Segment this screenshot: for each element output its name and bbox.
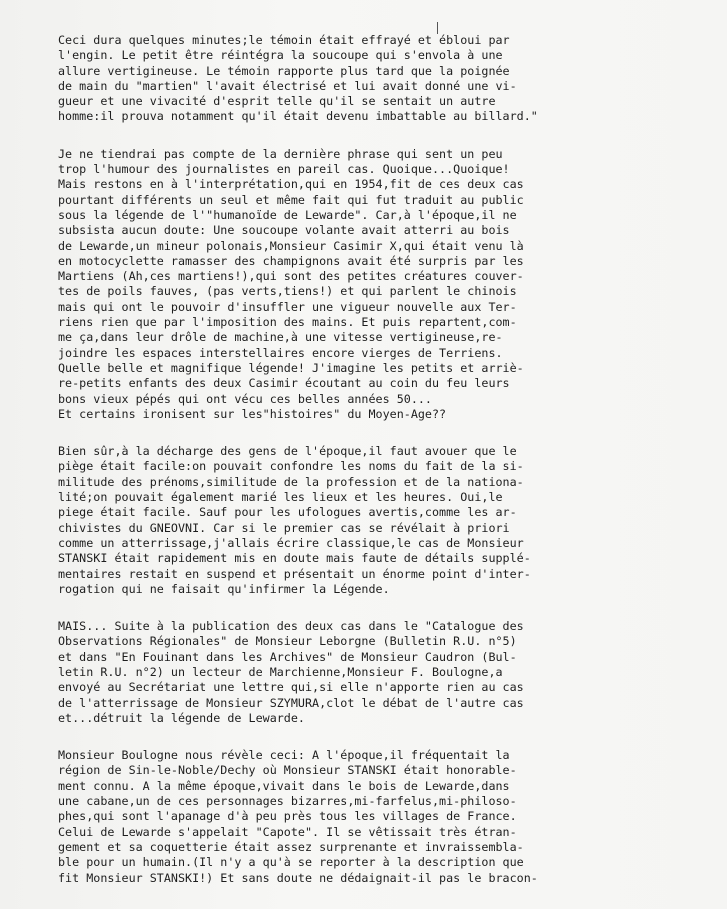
text-line: militude des prénoms,similitude de la profession et de la nationa-	[58, 474, 524, 489]
paragraph-5	[58, 748, 710, 886]
text-line: chivistes du GNEOVNI. Car si le premier cas se révélait à priori	[58, 520, 510, 535]
text-line: de Lewarde,un mineur polonais,Monsieur Casimir X,qui était venu là	[58, 238, 524, 253]
text-line: de l'atterrissage de Monsieur SZYMURA,clot le débat de l'autre cas	[58, 695, 524, 710]
text-line: sous la légende de l'"humanoïde de Lewarde". Car,à l'époque,il ne	[58, 207, 517, 222]
text-line: et...détruit la légende de Lewarde.	[58, 710, 305, 725]
document-body	[58, 33, 710, 886]
text-line: rogation qui ne faisait qu'infirmer la Légende.	[58, 581, 390, 596]
text-line: l'engin. Le petit être réintégra la soucoupe qui s'envola à une	[58, 48, 503, 63]
paragraph-1	[58, 33, 710, 125]
text-line: subsista aucun doute: Une soucoupe volante avait atterri au bois	[58, 223, 510, 238]
text-line: piege était facile. Sauf pour les ufologues avertis,comme les ar-	[58, 505, 517, 520]
text-line: gement et sa coquetterie était assez surprenante et invraissembla-	[58, 839, 524, 854]
text-line: Martiens (Ah,ces martiens!),qui sont des petites créatures couver-	[58, 269, 524, 284]
text-line: ment connu. A la même époque,vivait dans le bois de Lewarde,dans	[58, 778, 510, 793]
text-line: allure vertigineuse. Le témoin rapporte plus tard que la poignée	[58, 63, 510, 78]
text-line: phes,qui sont l'apanage d'à peu près tous les villages de France.	[58, 809, 517, 824]
text-line: trop l'humour des journalistes en pareil cas. Quoique...Quoique!	[58, 162, 510, 177]
text-line: Observations Régionales" de Monsieur Leborgne (Bulletin R.U. n°5)	[58, 634, 517, 649]
text-line: et dans "En Fouinant dans les Archives" de Monsieur Caudron (Bul-	[58, 649, 517, 664]
paragraph-4	[58, 619, 710, 726]
text-line: Ceci dura quelques minutes;le témoin était effrayé et ébloui par	[58, 33, 510, 47]
text-line: mais qui ont le pouvoir d'insuffler une vigueur nouvelle aux Ter-	[58, 299, 517, 314]
paragraph-3	[58, 444, 710, 597]
text-line: lité;on pouvait également marié les lieux et les heures. Oui,le	[58, 490, 503, 505]
text-line: de main du "martien" l'avait électrisé et lui avait donné une vi-	[58, 78, 517, 93]
text-line: re-petits enfants des deux Casimir écoutant au coin du feu leurs	[58, 376, 510, 391]
text-line: ble pour un humain.(Il n'y a qu'à se reporter à la description que	[58, 855, 524, 870]
text-line: Monsieur Boulogne nous révèle ceci: A l'époque,il fréquentait la	[58, 748, 510, 763]
text-line: fit Monsieur STANSKI!) Et sans doute ne dédaignait-il pas le bracon-	[58, 870, 538, 885]
text-line: région de Sin-le-Noble/Dechy où Monsieur STANSKI était honorable-	[58, 763, 517, 778]
text-line: comme un atterrissage,j'allais écrire classique,le cas de Monsieur	[58, 535, 524, 550]
text-line: Celui de Lewarde s'appelait "Capote". Il se vêtissait très étran-	[58, 824, 517, 839]
text-line: pourtant différents un seul et même fait qui fut traduit au public	[58, 192, 524, 207]
text-line: me ça,dans leur drôle de machine,à une vitesse vertigineuse,re-	[58, 330, 503, 345]
text-line: Mais restons en à l'interprétation,qui en 1954,fit de ces deux cas	[58, 177, 524, 192]
text-line: envoyé au Secrétariat une lettre qui,si elle n'apporte rien au cas	[58, 680, 524, 695]
text-line: homme:il prouva notamment qu'il était devenu imbattable au billard."	[58, 109, 538, 124]
text-line: Quelle belle et magnifique légende! J'imagine les petits et arriè-	[58, 360, 524, 375]
text-line: Je ne tiendrai pas compte de la dernière phrase qui sent un peu	[58, 146, 503, 161]
text-line: en motocyclette ramasser des champignons avait été surpris par les	[58, 253, 524, 268]
text-line: letin R.U. n°2) un lecteur de Marchienne,Monsieur F. Boulogne,a	[58, 664, 503, 679]
text-line: riens rien que par l'imposition des mains. Et puis repartent,com-	[58, 315, 517, 330]
show-through	[711, 250, 727, 890]
text-line: une cabane,un de ces personnages bizarres,mi-farfelus,mi-philoso-	[58, 794, 517, 809]
text-line: Et certains ironisent sur les"histoires" du Moyen-Age??	[58, 406, 447, 421]
text-line: bons vieux pépés qui ont vécu ces belles années 50...	[58, 391, 432, 406]
text-line: mentaires restait en suspend et présentait un énorme point d'inter-	[58, 566, 531, 581]
text-line: STANSKI était rapidement mis en doute mais faute de détails supplé-	[58, 551, 531, 566]
text-line: joindre les espaces interstellaires encore vierges de Terriens.	[58, 345, 503, 360]
text-line: MAIS... Suite à la publication des deux cas dans le "Catalogue des	[58, 619, 524, 634]
text-line: gueur et une vivacité d'esprit telle qu'il se sentait un autre	[58, 94, 496, 109]
text-line: Bien sûr,à la décharge des gens de l'époque,il faut avouer que le	[58, 444, 517, 459]
text-line: piège était facile:on pouvait confondre les noms du fait de la si-	[58, 459, 524, 474]
paragraph-2	[58, 147, 710, 422]
text-line: tes de poils fauves, (pas verts,tiens!) et qui parlent le chinois	[58, 284, 517, 299]
